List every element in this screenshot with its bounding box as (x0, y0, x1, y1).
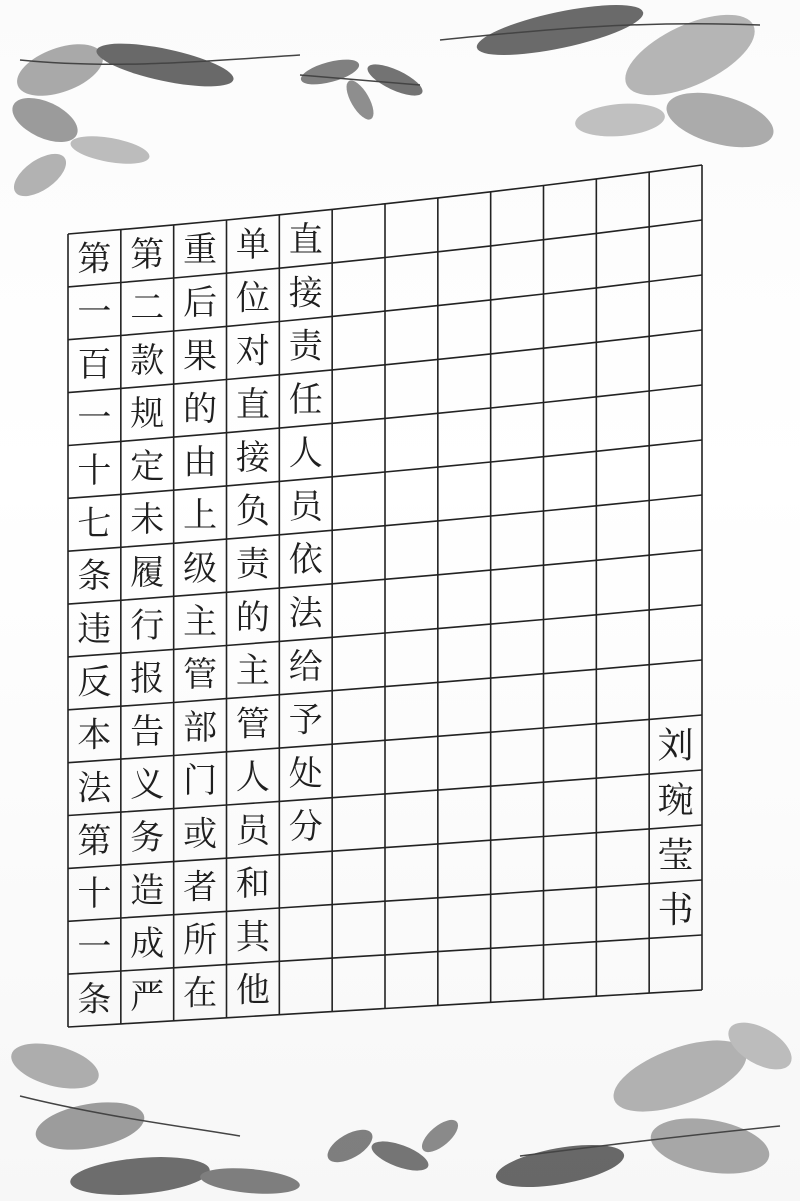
grid-character: 第 (77, 239, 112, 280)
signature-character: 刘 (657, 725, 694, 767)
grid-character: 负 (235, 491, 270, 532)
grid-character: 管 (235, 704, 270, 745)
grid-character: 分 (288, 807, 323, 848)
grid-character: 直 (288, 219, 323, 260)
grid-character: 所 (183, 920, 218, 961)
grid-character: 位 (235, 278, 270, 319)
grid-character: 上 (183, 495, 218, 536)
signature-character: 莹 (657, 835, 694, 877)
grid-character: 在 (183, 973, 218, 1014)
grid-character: 直 (235, 384, 270, 425)
grid-character: 定 (130, 446, 165, 487)
grid-character: 后 (183, 283, 218, 324)
grid-character: 级 (183, 548, 218, 589)
grid-character: 员 (288, 486, 323, 527)
grid-character: 规 (130, 393, 165, 434)
grid-character: 他 (235, 970, 270, 1011)
grid-character: 义 (130, 764, 165, 805)
grid-character: 本 (77, 715, 112, 756)
signature-character: 书 (657, 890, 694, 932)
grid-character: 第 (130, 234, 165, 275)
grid-character: 人 (288, 433, 323, 474)
grid-character: 责 (288, 326, 323, 367)
grid-character: 其 (235, 917, 270, 958)
grid-character: 一 (77, 927, 112, 968)
grid-character: 十 (77, 874, 112, 915)
signature-character: 琬 (657, 780, 694, 822)
grid-character: 务 (130, 817, 165, 858)
grid-character: 违 (77, 609, 112, 650)
grid-character: 果 (183, 336, 218, 377)
grid-character: 任 (288, 380, 323, 421)
grid-character: 对 (235, 331, 270, 372)
grid-character: 处 (288, 753, 323, 794)
grid-character: 部 (183, 708, 218, 749)
grid-character: 的 (235, 597, 270, 638)
grid-character: 法 (77, 768, 112, 809)
grid-character: 主 (183, 601, 218, 642)
grid-character: 依 (288, 540, 323, 581)
grid-character: 造 (130, 870, 165, 911)
grid-character: 十 (77, 450, 112, 491)
grid-character: 一 (77, 292, 112, 333)
grid-character: 一 (77, 397, 112, 438)
grid-character: 单 (235, 225, 270, 266)
grid-character: 报 (130, 658, 165, 699)
grid-character: 严 (130, 976, 165, 1017)
grid-character: 主 (235, 651, 270, 692)
grid-character: 履 (130, 552, 165, 593)
grid-character: 者 (183, 867, 218, 908)
grid-character: 条 (77, 980, 112, 1021)
grid-character: 门 (183, 761, 218, 802)
grid-character: 未 (130, 499, 165, 540)
grid-character: 七 (77, 503, 112, 544)
grid-character: 成 (130, 923, 165, 964)
grid-character: 行 (130, 605, 165, 646)
grid-character: 条 (77, 556, 112, 597)
grid-character: 员 (235, 810, 270, 851)
grid-character: 二 (130, 287, 165, 328)
grid-character: 告 (130, 711, 165, 752)
grid-character: 人 (235, 757, 270, 798)
grid-character: 重 (183, 230, 218, 271)
grid-character: 责 (235, 544, 270, 585)
grid-character: 予 (288, 700, 323, 741)
grid-character: 给 (288, 647, 323, 688)
grid-character: 法 (288, 593, 323, 634)
grid-character: 第 (77, 821, 112, 862)
grid-characters (77, 220, 325, 1020)
grid-character: 或 (183, 814, 218, 855)
grid-character: 百 (77, 345, 112, 386)
grid-character: 和 (235, 864, 270, 905)
grid-character: 的 (183, 389, 218, 430)
grid-character: 由 (183, 442, 218, 483)
grid-character: 管 (183, 655, 218, 696)
grid-character: 接 (235, 438, 270, 479)
grid-character: 款 (130, 340, 165, 381)
grid-character: 反 (77, 662, 112, 703)
grid-character: 接 (288, 273, 323, 314)
